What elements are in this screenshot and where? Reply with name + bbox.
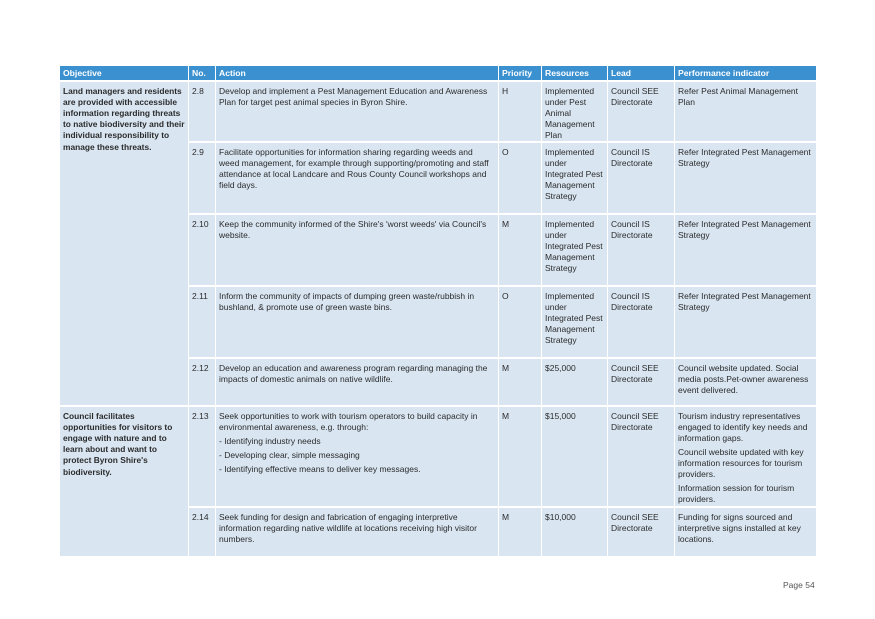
row-number: 2.14: [189, 508, 215, 557]
row-performance: Refer Integrated Pest Management Strategy: [675, 287, 816, 358]
objective-cell: Council facilitates opportunities for visitors to engage with nature and to learn about and want to protect Byron Shire's biodiversity.: [60, 407, 188, 557]
row-priority: O: [499, 143, 541, 214]
row-performance: Refer Integrated Pest Management Strategy: [675, 215, 816, 286]
row-resources: Implemented under Integrated Pest Management Strategy: [542, 215, 607, 286]
action-bullet: - Identifying industry needs: [219, 435, 321, 446]
row-number: 2.8: [189, 82, 215, 142]
row-resources: Implemented under Integrated Pest Management Strategy: [542, 287, 607, 358]
row-resources: Implemented under Integrated Pest Management Strategy: [542, 143, 607, 214]
row-lead: Council SEE Directorate: [608, 508, 674, 557]
row-resources: $15,000: [542, 407, 607, 507]
header-priority: Priority: [499, 66, 542, 80]
row-performance: Refer Integrated Pest Management Strategy: [675, 143, 816, 214]
row-action: Develop and implement a Pest Management Education and Awareness Plan for target pest animal species in Byron Shire.: [216, 82, 498, 142]
row-number: 2.13: [189, 407, 215, 507]
row-priority: M: [499, 508, 541, 557]
row-priority: O: [499, 287, 541, 358]
row-resources: $25,000: [542, 359, 607, 406]
row-lead: Council IS Directorate: [608, 287, 674, 358]
header-action: Action: [216, 66, 499, 80]
row-action: Keep the community informed of the Shire's 'worst weeds' via Council's website.: [216, 215, 498, 286]
row-lead: Council IS Directorate: [608, 215, 674, 286]
row-resources: Implemented under Pest Animal Management Plan: [542, 82, 607, 142]
row-performance: Council website updated. Social media posts.Pet-owner awareness event delivered.: [675, 359, 816, 406]
row-performance: [675, 407, 816, 507]
row-priority: H: [499, 82, 541, 142]
row-priority: M: [499, 215, 541, 286]
row-number: 2.12: [189, 359, 215, 406]
performance-item: Council website updated with key information resources for tourism providers.: [678, 446, 804, 479]
header-lead: Lead: [608, 66, 675, 80]
row-number: 2.11: [189, 287, 215, 358]
row-action: Facilitate opportunities for information sharing regarding weeds and weed management, for example through supporting/promoting and staff attendance at local Landcare and Rous County Council workshops and field days.: [216, 143, 498, 214]
row-number: 2.9: [189, 143, 215, 214]
page-number: Page 54: [783, 580, 815, 590]
row-lead: Council IS Directorate: [608, 143, 674, 214]
header-performance: Performance indicator: [675, 66, 816, 80]
row-lead: Council SEE Directorate: [608, 82, 674, 142]
action-intro: Seek opportunities to work with tourism operators to build capacity in environmental awareness, e.g. through:: [219, 410, 478, 432]
row-performance: Funding for signs sourced and interpretive signs installed at key locations.: [675, 508, 816, 557]
row-lead: Council SEE Directorate: [608, 359, 674, 406]
row-action: [216, 407, 498, 507]
row-action: Inform the community of impacts of dumping green waste/rubbish in bushland, & promote use of green waste bins.: [216, 287, 498, 358]
row-lead: Council SEE Directorate: [608, 407, 674, 507]
header-objective: Objective: [60, 66, 189, 80]
action-bullet: - Identifying effective means to deliver key messages.: [219, 463, 421, 474]
header-no: No.: [189, 66, 216, 80]
performance-item: Information session for tourism providers.: [678, 482, 795, 504]
row-priority: M: [499, 359, 541, 406]
performance-item: Tourism industry representatives engaged to identify key needs and information gaps.: [678, 410, 808, 443]
row-action: Develop an education and awareness program regarding managing the impacts of domestic animals on native wildlife.: [216, 359, 498, 406]
row-performance: Refer Pest Animal Management Plan: [675, 82, 816, 142]
objective-cell: Land managers and residents are provided with accessible information regarding threats to native biodiversity and their individual responsibility to manage these threats.: [60, 82, 188, 406]
action-bullet: - Developing clear, simple messaging: [219, 449, 360, 460]
row-resources: $10,000: [542, 508, 607, 557]
row-priority: M: [499, 407, 541, 507]
row-number: 2.10: [189, 215, 215, 286]
header-resources: Resources: [542, 66, 608, 80]
row-action: Seek funding for design and fabrication of engaging interpretive information regarding native wildlife at locations receiving high visitor numbers.: [216, 508, 498, 557]
